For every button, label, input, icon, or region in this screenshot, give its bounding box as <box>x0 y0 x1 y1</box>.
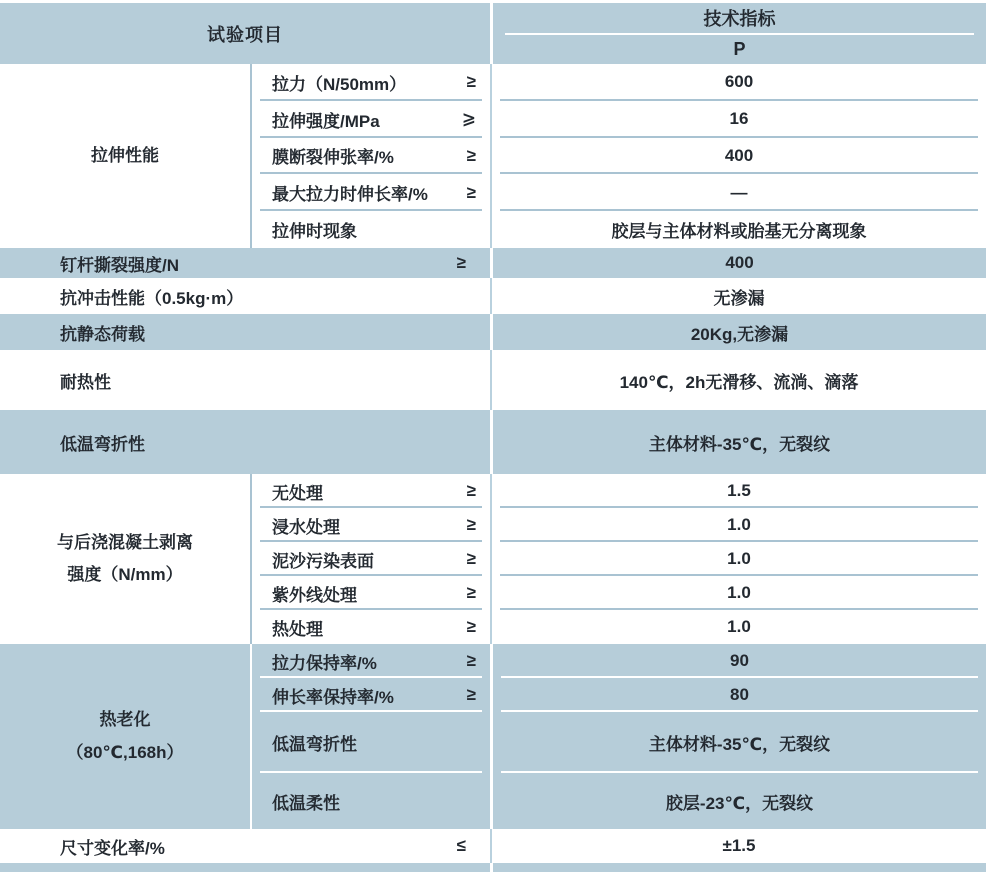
sub-value: 1.0 <box>490 610 986 644</box>
heat-aging-sub-rows <box>250 644 986 829</box>
table-row <box>250 712 986 773</box>
ge-symbol: ≥ <box>466 651 476 670</box>
ge-symbol: ≥ <box>466 182 476 202</box>
sub-value: 胶层与主体材料或胎基无分离现象 <box>490 211 986 248</box>
ge-symbol: ≥ <box>466 145 476 165</box>
table-row <box>250 211 986 248</box>
test-name: 无处理 <box>272 483 323 503</box>
test-value: ±1.5 <box>490 829 986 863</box>
sub-label <box>250 138 490 175</box>
test-name: 热处理 <box>272 619 323 639</box>
sub-label <box>250 474 490 508</box>
row-dimension-change <box>0 829 986 863</box>
table-row <box>250 174 986 211</box>
ge-symbol: ≥ <box>466 583 476 602</box>
table-row <box>250 576 986 610</box>
test-name: 尺寸变化率/% ≤ <box>60 836 466 858</box>
group-label-peel <box>0 474 250 644</box>
table-row <box>250 138 986 175</box>
test-name: 膜断裂伸张率/% <box>272 148 394 168</box>
section-peel <box>0 474 986 644</box>
table-row <box>250 508 986 542</box>
sub-value: 80 <box>490 678 986 712</box>
sub-label <box>250 576 490 610</box>
table-header <box>0 3 986 64</box>
sub-value: 1.0 <box>490 576 986 610</box>
table-row <box>250 610 986 644</box>
section-heat-aging <box>0 644 986 829</box>
sub-value: 400 <box>490 138 986 175</box>
test-name: 抗静态荷载 <box>60 324 145 344</box>
test-name: 低温柔性 <box>272 793 340 813</box>
group-label-tensile: 拉伸性能 <box>91 145 159 165</box>
row-impact <box>0 278 986 314</box>
group-label-heat-aging <box>0 644 250 829</box>
tensile-sub-rows <box>250 64 986 248</box>
sub-label <box>250 773 490 829</box>
ge-symbol: ≥ <box>456 253 466 272</box>
group-label-line1: 热老化 <box>99 710 151 730</box>
test-name: 耐热性 <box>60 372 111 392</box>
test-name: 紫外线处理 <box>272 585 357 605</box>
sub-label <box>250 174 490 211</box>
sub-label <box>250 542 490 576</box>
test-name: 拉力（N/50mm） <box>272 74 407 94</box>
sub-label <box>250 610 490 644</box>
test-name: 拉伸强度/MPa <box>272 111 380 131</box>
table-row <box>250 64 986 101</box>
test-name: 钉杆撕裂强度/N ≥ <box>60 253 466 275</box>
sub-label <box>250 211 490 248</box>
group-label-line2: （80℃,168h） <box>66 742 184 762</box>
ge-symbol: ≥ <box>466 617 476 636</box>
table-row <box>250 101 986 138</box>
sub-value: 16 <box>490 101 986 138</box>
ge-symbol: ≥ <box>466 685 476 704</box>
sub-label <box>250 678 490 712</box>
row-heat-resistance <box>0 350 986 410</box>
sub-label <box>250 508 490 542</box>
test-value: 400 <box>490 248 986 278</box>
table-row <box>250 678 986 712</box>
table-row <box>250 773 986 829</box>
sub-value: 1.0 <box>490 508 986 542</box>
sub-value: 主体材料-35℃，无裂纹 <box>490 712 986 773</box>
test-name: 抗冲击性能（0.5kg·m） <box>60 288 244 308</box>
group-label-line1: 与后浇混凝土剥离 <box>57 532 193 552</box>
bottom-bar <box>0 863 986 872</box>
ge-symbol: ⩾ <box>461 109 476 129</box>
section-tensile <box>0 64 986 248</box>
test-value: 无渗漏 <box>490 278 986 314</box>
test-name: 伸长率保持率/% <box>272 687 394 707</box>
test-value: 140℃，2h无滑移、流淌、滴落 <box>490 350 986 410</box>
sub-value: 胶层-23℃，无裂纹 <box>490 773 986 829</box>
test-name: 泥沙污染表面 <box>272 551 374 571</box>
table-row <box>250 542 986 576</box>
sub-label <box>250 644 490 678</box>
test-name: 浸水处理 <box>272 517 340 537</box>
ge-symbol: ≥ <box>466 515 476 534</box>
row-nail-tear <box>0 248 986 278</box>
header-grade: P <box>733 38 746 59</box>
sub-label <box>250 712 490 773</box>
sub-value: 90 <box>490 644 986 678</box>
header-test-item: 试验项目 <box>207 24 283 45</box>
bottom-bar-left <box>0 863 490 872</box>
sub-value: 1.0 <box>490 542 986 576</box>
test-value: 20Kg,无渗漏 <box>490 314 986 350</box>
table-row <box>250 644 986 678</box>
table-row <box>250 474 986 508</box>
header-tech-index: 技术指标 <box>703 8 776 29</box>
sub-value: — <box>490 174 986 211</box>
header-tech-index-group <box>490 3 986 64</box>
sub-value: 600 <box>490 64 986 101</box>
test-name: 拉力保持率/% <box>272 653 377 673</box>
test-name: 拉伸时现象 <box>272 222 357 242</box>
sub-value: 1.5 <box>490 474 986 508</box>
test-value: 主体材料-35℃，无裂纹 <box>490 410 986 474</box>
bottom-bar-right <box>493 863 986 872</box>
sub-label <box>250 101 490 138</box>
row-low-temp-bend <box>0 410 986 474</box>
ge-symbol: ≥ <box>466 481 476 500</box>
peel-sub-rows <box>250 474 986 644</box>
ge-symbol: ≥ <box>466 549 476 568</box>
ge-symbol: ≥ <box>466 72 476 92</box>
test-name: 最大拉力时伸长率/% <box>272 185 428 205</box>
sub-label <box>250 64 490 101</box>
row-static-load <box>0 314 986 350</box>
test-name: 低温弯折性 <box>272 735 357 754</box>
group-label-line2: 强度（N/mm） <box>67 565 183 584</box>
le-symbol: ≤ <box>456 836 466 855</box>
test-name: 低温弯折性 <box>60 434 145 454</box>
